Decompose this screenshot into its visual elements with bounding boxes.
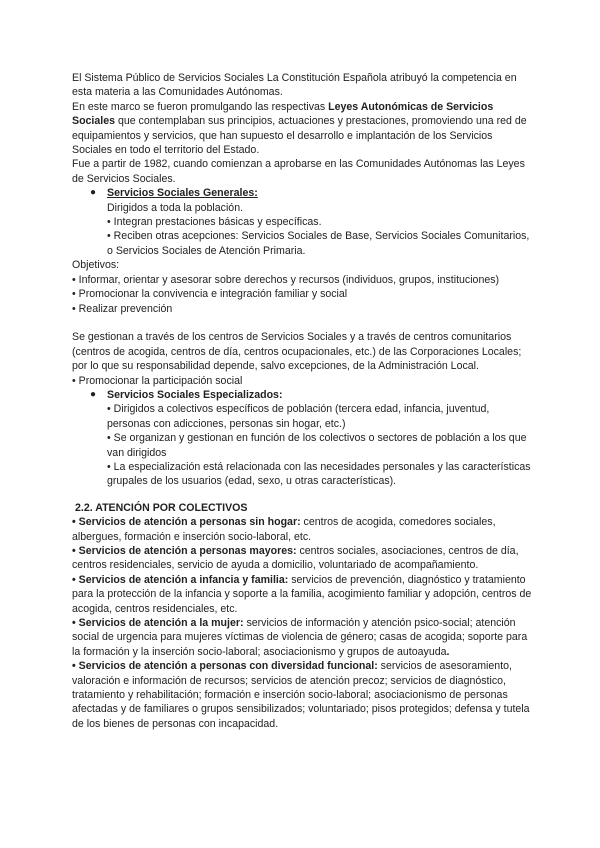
- colectivo-item-diversidad: • Servicios de atención a personas con diversidad funcional: servicios de asesoramiento, valoración e información de recursos; servicios de atención precoz; servicios de diagnóstico, tratamiento y rehabilitación; formación e inserción socio-laboral; asociacionismo de personas afectadas y de familiares o grupos sensibilizados; voluntariado; pisos protegidos; defensa y tutela de los bienes de personas con incapacidad.: [72, 660, 530, 730]
- especializados-heading-row: [72, 388, 532, 402]
- objetivos-label: Objetivos:: [72, 259, 120, 272]
- generales-heading-row: [72, 186, 532, 200]
- especializados-title: Servicios Sociales Especializados:: [107, 388, 283, 401]
- spacer: [72, 316, 532, 330]
- objetivo-2: • Promocionar la convivencia e integración familiar y social: [72, 288, 348, 301]
- gestion-paragraph: Se gestionan a través de los centros de Servicios Sociales y a través de centros comunitarios (centros de acogida, centros de día, centros ocupacionales, etc.) de las Corporaciones Locales; por lo que su responsabilidad depende, salvo excepciones, de la Administración Local.: [72, 331, 522, 373]
- colectivo-item-infancia: • Servicios de atención a infancia y familia: servicios de prevención, diagnóstico y tratamiento para la protección de la infancia y soporte a la familia, acogimiento familiar y adopción, centros de acogida, centros residenciales, etc.: [72, 573, 532, 615]
- bullet-icon: ●: [90, 388, 97, 400]
- especializados-details: [72, 402, 532, 488]
- especializados-line-2: • Se organizan y gestionan en función de los colectivos o sectores de población a los que van dirigidos: [107, 432, 527, 459]
- intro-paragraph-3: Fue a partir de 1982, cuando comienzan a aprobarse en las Comunidades Autónomas las Leyes de Servicios Sociales.: [72, 158, 525, 185]
- generales-line-2: • Integran prestaciones básicas y específicas.: [107, 216, 322, 229]
- document-page: [72, 71, 532, 731]
- generales-line-1: Dirigidos a toda la población.: [107, 201, 244, 214]
- bullet-icon: ●: [90, 187, 97, 199]
- especializados-line-3: • La especialización está relacionada con las necesidades personales y las características grupales de los usuarios (edad, sexo, u otras características).: [107, 460, 531, 488]
- objetivo-3: • Realizar prevención: [72, 302, 173, 315]
- intro-paragraph-1: El Sistema Público de Servicios Sociales La Constitución Española atribuyó la competencia en esta materia a las Comunidades Autónomas.: [72, 72, 517, 99]
- colectivo-item-mayores: • Servicios de atención a personas mayores: centros sociales, asociaciones, centros de día, centros residenciales, servicio de ayuda a domicilio, voluntariado de acompañamiento.: [72, 544, 519, 572]
- colectivo-item-sin-hogar: • Servicios de atención a personas sin hogar: centros de acogida, comedores sociales, albergues, formación e inserción socio-laboral, etc.: [72, 516, 496, 543]
- section-heading-colectivos: 2.2. ATENCIÓN POR COLECTIVOS: [75, 501, 248, 514]
- especializados-line-1: • Dirigidos a colectivos específicos de población (tercera edad, infancia, juventud, personas con adicciones, personas sin hogar, etc.): [107, 403, 490, 430]
- participacion-line: • Promocionar la participación social: [72, 374, 243, 387]
- generales-details: [72, 201, 532, 259]
- leyes-autonomicas-bold: Leyes Autonómicas de Servicios Sociales: [72, 100, 494, 128]
- intro-paragraph-2: En este marco se fueron promulgando las respectivas Leyes Autonómicas de Servicios Sociales que contemplaban sus principios, actuaciones y prestaciones, promoviendo una red de equipamientos y servicios, que han supuesto el desarrollo e implantación de los Servicios Sociales en todo el territorio del Estado.: [72, 100, 527, 157]
- generales-line-3: • Reciben otras acepciones: Servicios Sociales de Base, Servicios Sociales Comunitarios, o Servicios Sociales de Atención Primaria.: [107, 230, 530, 257]
- colectivo-item-mujer: • Servicios de atención a la mujer: servicios de información y atención psico-social; atención social de urgencia para mujeres víctimas de violencia de género; casas de acogida; soporte para la formación y la inserción socio-laboral; asociacionismo y grupos de autoayuda.: [72, 617, 528, 658]
- objetivo-1: • Informar, orientar y asesorar sobre derechos y recursos (individuos, grupos, instituciones): [72, 273, 500, 286]
- generales-title: Servicios Sociales Generales:: [107, 187, 258, 200]
